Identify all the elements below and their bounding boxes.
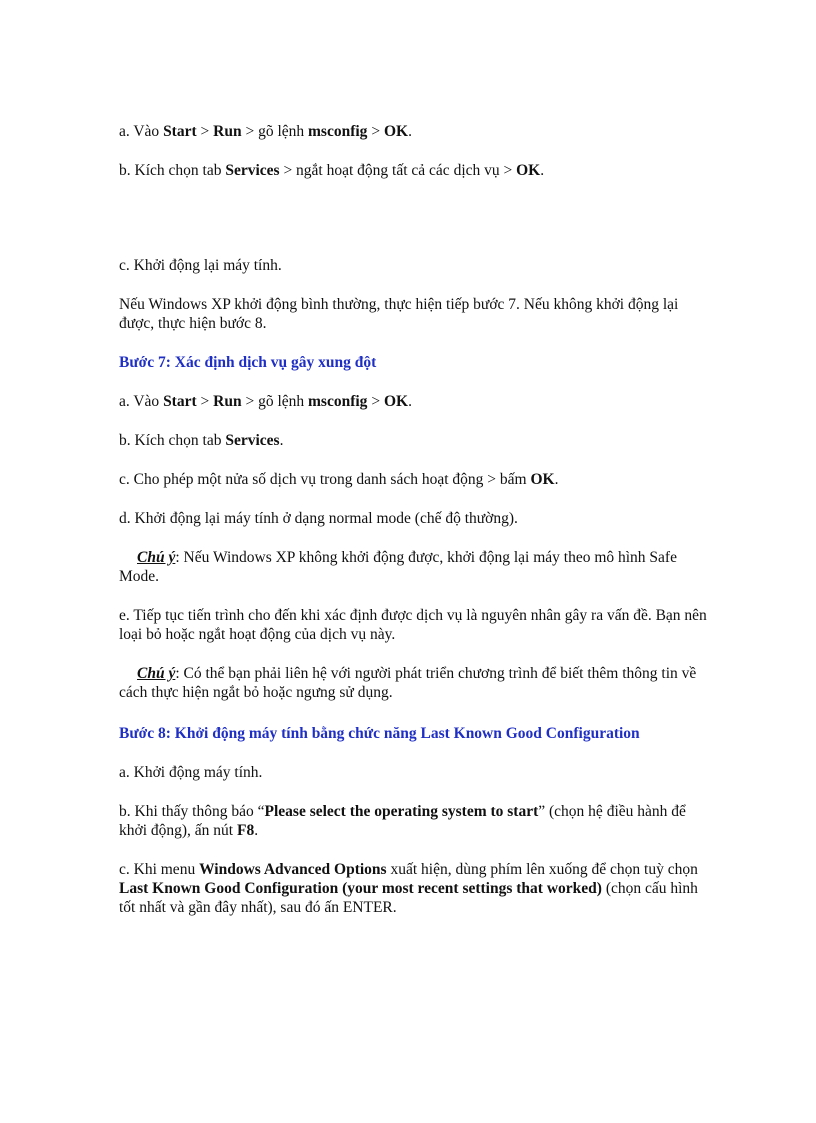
step6-result: Nếu Windows XP khởi động bình thường, thực hiện tiếp bước 7. Nếu không khởi động lại được, thực hiện bước 8. xyxy=(119,296,679,332)
step7-note-1: Chú ý: Nếu Windows XP không khởi động được, khởi động lại máy theo mô hình Safe Mode. xyxy=(119,549,677,585)
step7-item-c: c. Cho phép một nửa số dịch vụ trong danh sách hoạt động > bấm OK. xyxy=(119,471,559,488)
note-label: Chú ý xyxy=(137,549,176,566)
note-label: Chú ý xyxy=(137,665,176,682)
step7-item-b: b. Kích chọn tab Services. xyxy=(119,432,284,449)
step7-item-d: d. Khởi động lại máy tính ở dạng normal mode (chế độ thường). xyxy=(119,510,518,527)
step7-item-e: e. Tiếp tục tiến trình cho đến khi xác định được dịch vụ là nguyên nhân gây ra vấn đề. Bạn nên loại bỏ hoặc ngắt hoạt động của dịch vụ này. xyxy=(119,607,707,643)
step7-heading: Bước 7: Xác định dịch vụ gây xung đột xyxy=(119,354,377,371)
step6-item-c: c. Khởi động lại máy tính. xyxy=(119,257,282,274)
step8-item-a: a. Khởi động máy tính. xyxy=(119,764,263,781)
step6-item-b: b. Kích chọn tab Services > ngắt hoạt động tất cả các dịch vụ > OK. xyxy=(119,162,545,179)
step8-item-b: b. Khi thấy thông báo “Please select the operating system to start” (chọn hệ điều hành để khởi động), ấn nút F8. xyxy=(119,803,686,839)
step8-heading: Bước 8: Khởi động máy tính bằng chức năng Last Known Good Configuration xyxy=(119,725,640,742)
step7-item-a: a. Vào Start > Run > gõ lệnh msconfig > OK. xyxy=(119,393,412,410)
step7-note-2: Chú ý: Có thể bạn phải liên hệ với người phát triển chương trình để biết thêm thông tin về cách thực hiện ngắt bỏ hoặc ngưng sử dụng. xyxy=(119,665,697,701)
step6-item-a: a. Vào Start > Run > gõ lệnh msconfig > OK. xyxy=(119,123,412,140)
step8-item-c: c. Khi menu Windows Advanced Options xuất hiện, dùng phím lên xuống để chọn tuỳ chọn Last Known Good Configuration (your most recent settings that worked) (chọn cấu hình tốt nhất và gần đây nhất), sau đó ấn ENTER. xyxy=(119,861,698,916)
